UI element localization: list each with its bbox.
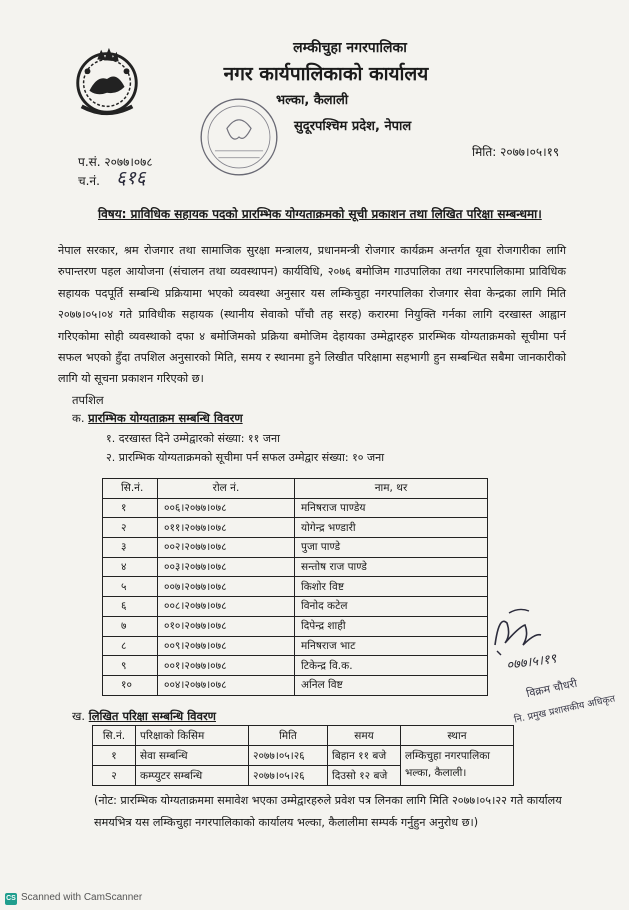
details-heading: तपशिल xyxy=(72,393,104,407)
exam-schedule-table xyxy=(92,725,514,786)
col-roll: रोल नं. xyxy=(158,479,295,499)
section-a-letter: क. xyxy=(72,411,85,425)
municipality-name: लम्कीचुहा नगरपालिका xyxy=(293,40,407,56)
cell-serial: १ xyxy=(103,498,158,518)
cell-roll: ००८।२०७७।०७८ xyxy=(158,597,295,617)
office-round-stamp-icon xyxy=(196,94,282,180)
table-row xyxy=(93,746,514,766)
section-a-heading xyxy=(72,411,243,426)
footnote: (नोट: प्रारम्भिक योग्यताक्रममा समावेश भएका उम्मेद्वारहरुले प्रवेश पत्र लिनका लागि मिति २०७७।०५।२२ गते कार्यालय समयभित्र यस लम्किचुहा नगरपालिकाको कार्यालय भल्का, कैलालीमा सम्पर्क गर्नुहुन अनुरोध छ।) xyxy=(94,794,562,829)
cell-serial: १० xyxy=(103,675,158,695)
cell-exam-type: कम्प्युटर सम्बन्धि xyxy=(136,766,249,786)
cell-roll: ०११।२०७७।०७८ xyxy=(158,518,295,538)
col-serial: सि.नं. xyxy=(93,726,136,746)
cell-name: योगेन्द्र भण्डारी xyxy=(295,518,488,538)
dispatch-number-label: च.नं. xyxy=(78,174,100,188)
table-row xyxy=(103,656,488,676)
cell-serial: ५ xyxy=(103,577,158,597)
cell-roll: ००९।२०७७।०७८ xyxy=(158,636,295,656)
cell-roll: ००७।२०७७।०७८ xyxy=(158,577,295,597)
office-province: सुदूरपश्चिम प्रदेश, नेपाल xyxy=(294,119,412,134)
cell-venue: लम्किचुहा नगरपालिका भल्का, कैलाली। xyxy=(401,746,514,786)
section-b-letter: ख. xyxy=(72,709,86,723)
cell-serial: ३ xyxy=(103,538,158,558)
cell-name: मनिषराज भाट xyxy=(295,636,488,656)
signature-date: ०७७।५।१९ xyxy=(505,651,558,674)
table-header-row xyxy=(93,726,514,746)
signatory-name: विक्रम चौधरी xyxy=(525,676,579,701)
table-row xyxy=(103,538,488,558)
cell-serial: ७ xyxy=(103,616,158,636)
cell-serial: १ xyxy=(93,746,136,766)
cell-serial: २ xyxy=(93,766,136,786)
col-name: नाम, थर xyxy=(295,479,488,499)
cell-roll: ००२।२०७७।०७८ xyxy=(158,538,295,558)
table-row xyxy=(103,518,488,538)
cell-roll: ०१०।२०७७।०७८ xyxy=(158,616,295,636)
col-time: समय xyxy=(328,726,401,746)
cell-name: अनिल विष्ट xyxy=(295,675,488,695)
cell-time: दिउसो १२ बजे xyxy=(328,766,401,786)
table-header-row xyxy=(103,479,488,499)
applicants-count: १. दरखास्त दिने उम्मेद्वारको संख्या: ११ जना xyxy=(106,432,280,445)
col-date: मिति xyxy=(249,726,328,746)
shortlisted-count: २. प्रारम्भिक योग्यताक्रमको सूचीमा पर्न सफल उम्मेद्वार संख्या: १० जना xyxy=(106,451,385,464)
col-exam-type: परिक्षाको किसिम xyxy=(136,726,249,746)
office-address: भल्का, कैलाली xyxy=(276,93,349,108)
cell-name: सन्तोष राज पाण्डे xyxy=(295,557,488,577)
cell-roll: ००६।२०७७।०७८ xyxy=(158,498,295,518)
col-serial: सि.नं. xyxy=(103,479,158,499)
office-name: नगर कार्यपालिकाको कार्यालय xyxy=(223,63,429,85)
scanner-watermark-text: Scanned with CamScanner xyxy=(21,892,143,903)
subject-line: विषय: प्राविधिक सहायक पदको प्रारम्भिक योग्यताक्रमको सूची प्रकाशन तथा लिखित परिक्षा सम्बन्धमा। xyxy=(98,207,542,221)
cell-name: किशोर विष्ट xyxy=(295,577,488,597)
cell-time: बिहान ११ बजे xyxy=(328,746,401,766)
table-row xyxy=(103,616,488,636)
cell-name: पुजा पाण्डे xyxy=(295,538,488,558)
table-row xyxy=(103,498,488,518)
cell-roll: ००१।२०७७।०७८ xyxy=(158,656,295,676)
camscanner-logo-icon: CS xyxy=(5,893,17,905)
cell-roll: ००४।२०७७।०७८ xyxy=(158,675,295,695)
cell-name: मनिषराज पाण्डेय xyxy=(295,498,488,518)
cell-name: टिकेन्द्र वि.क. xyxy=(295,656,488,676)
cell-name: विनोद कटेल xyxy=(295,597,488,617)
signatory-title: नि. प्रमुख प्रशासकीय अधिकृत xyxy=(513,693,617,726)
notice-body: नेपाल सरकार, श्रम रोजगार तथा सामाजिक सुरक्षा मन्त्रालय, प्रधानमन्त्री रोजगार कार्यक्रम अन्तर्गत यूवा रोजगारीका लागि रुपान्तरण पहल आयोजना (संचालन तथा व्यवस्थापन) कार्यविधि, २०७६ बमोजिम गाउपालिका तथा नगरपालिकामा प्राविधिक सहायक पदपूर्ति सम्बन्धि प्रक्रियामा भएको व्यवस्था अनुसार यस लम्किचुहा नगरपालिका रोजगार सेवा केन्द्रका लागि मिति २०७७।०५।०४ गते प्राविधीक सहायक (स्थानीय सेवाको पाँचौ तह सरह) करारमा नियुक्ति गर्नका लागि दरखास्त आह्वान गरिएकोमा सोही व्यवस्थाको दफा ४ बमोजिमको प्रक्रिया बमोजिम देहायका उम्मेद्वारहरु प्रारम्भिक योग्यताक्रमको सूचीमा पर्न सफल भएको हुँदा तपशिल अनुसारको मिति, समय र स्थानमा हुने लिखीत परिक्षामा सहभागी हुन सम्बन्धित सबैमा जानकारीको लागि यो सूचना प्रकाशन गरिएको छ। xyxy=(58,244,566,386)
cell-serial: ६ xyxy=(103,597,158,617)
cell-serial: ४ xyxy=(103,557,158,577)
cell-date: २०७७।०५।२६ xyxy=(249,766,328,786)
cell-date: २०७७।०५।२६ xyxy=(249,746,328,766)
reference-number: प.सं. २०७७।०७८ xyxy=(78,155,153,169)
section-b-heading xyxy=(72,709,216,724)
scanner-watermark xyxy=(5,892,142,905)
table-row xyxy=(103,577,488,597)
section-b-title: लिखित परिक्षा सम्बन्धि विवरण xyxy=(88,709,216,723)
cell-exam-type: सेवा सम्बन्धि xyxy=(136,746,249,766)
section-a-title: प्रारम्भिक योग्यताक्रम सम्बन्धि विवरण xyxy=(88,411,243,425)
cell-serial: ९ xyxy=(103,656,158,676)
letter-date: मिति: २०७७।०५।१९ xyxy=(472,145,560,159)
dispatch-number-handwritten: ६१६ xyxy=(116,167,146,189)
cell-name: दिपेन्द्र शाही xyxy=(295,616,488,636)
cell-serial: २ xyxy=(103,518,158,538)
shortlist-table xyxy=(102,478,488,696)
cell-serial: ८ xyxy=(103,636,158,656)
nepal-emblem-icon xyxy=(68,42,146,120)
table-row xyxy=(103,597,488,617)
table-row xyxy=(103,636,488,656)
table-row xyxy=(103,557,488,577)
col-venue: स्थान xyxy=(401,726,514,746)
table-row xyxy=(103,675,488,695)
cell-roll: ००३।२०७७।०७८ xyxy=(158,557,295,577)
